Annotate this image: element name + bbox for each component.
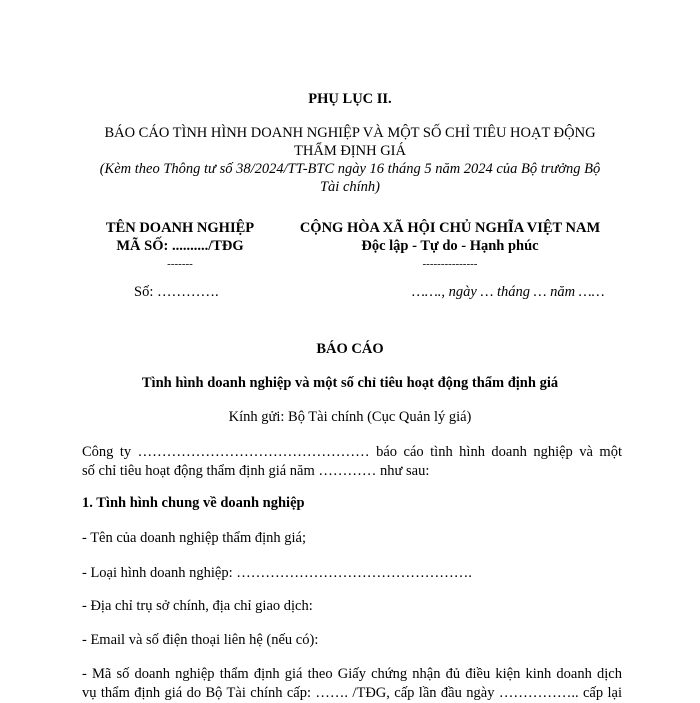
legal-reference-line-1: (Kèm theo Thông tư số 38/2024/TT-BTC ngày 16 tháng 5 năm 2024 của Bộ trưởng Bộ <box>99 161 601 177</box>
document-number: Số: …………. <box>134 284 219 300</box>
intro-paragraph-line-1: Công ty ………………………………………… báo cáo tình hình doanh nghiệp và một <box>82 444 622 460</box>
appendix-title: PHỤ LỤC II. <box>308 91 392 107</box>
list-item-address: - Địa chỉ trụ sở chính, địa chỉ giao dịch: <box>82 598 313 614</box>
report-subheading: Tình hình doanh nghiệp và một số chỉ tiêu hoạt động thẩm định giá <box>141 375 559 391</box>
document-title-line-2: THẨM ĐỊNH GIÁ <box>294 143 406 159</box>
list-item-code-line-2: vụ thẩm định giá do Bộ Tài chính cấp: ……. /TĐG, cấp lần đầu ngày …………….. cấp lại <box>82 685 622 701</box>
nation-name: CỘNG HÒA XÃ HỘI CHỦ NGHĨA VIỆT NAM <box>299 220 601 236</box>
report-recipient: Kính gửi: Bộ Tài chính (Cục Quản lý giá) <box>228 409 472 425</box>
list-item-company-type: - Loại hình doanh nghiệp: …………………………………………. <box>82 565 472 581</box>
company-code-label: MÃ SỐ: ........../TĐG <box>116 238 244 254</box>
section-1-title: 1. Tình hình chung về doanh nghiệp <box>82 495 305 511</box>
list-item-company-name: - Tên của doanh nghiệp thẩm định giá; <box>82 530 307 546</box>
list-item-contact: - Email và số điện thoại liên hệ (nếu có): <box>82 632 319 648</box>
list-item-code-line-1: - Mã số doanh nghiệp thẩm định giá theo Giấy chứng nhận đủ điều kiện kinh doanh dịch <box>82 666 622 682</box>
national-motto: Độc lập - Tự do - Hạnh phúc <box>361 238 539 254</box>
company-name-label: TÊN DOANH NGHIỆP <box>105 220 255 236</box>
left-separator: ------- <box>167 258 193 270</box>
intro-paragraph-line-2: số chỉ tiêu hoạt động thẩm định giá năm ………… như sau: <box>82 463 430 479</box>
date-line: ……., ngày … tháng … năm …… <box>412 284 605 300</box>
document-title-line-1: BÁO CÁO TÌNH HÌNH DOANH NGHIỆP VÀ MỘT SỐ CHỈ TIÊU HOẠT ĐỘNG <box>104 125 596 141</box>
legal-reference-line-2: Tài chính) <box>319 179 380 195</box>
right-separator: --------------- <box>422 258 478 270</box>
report-heading: BÁO CÁO <box>316 341 384 357</box>
